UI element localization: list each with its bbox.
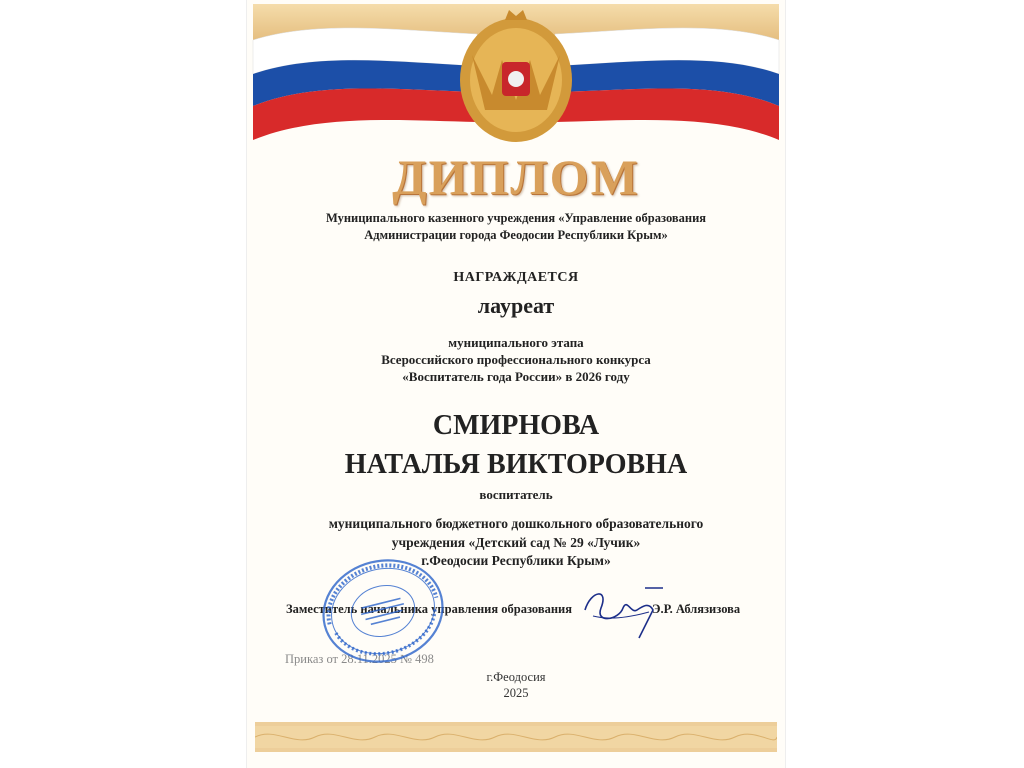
official-stamp-icon xyxy=(318,557,448,665)
diploma-title: ДИПЛОМ xyxy=(392,149,640,205)
stage-line-1: муниципального этапа xyxy=(448,335,584,350)
institution-line-2: учреждения «Детский сад № 29 «Лучик» xyxy=(391,535,641,550)
city: г.Феодосия xyxy=(486,670,546,684)
order-reference: Приказ от 28.11.2025 № 498 xyxy=(285,652,434,666)
recipient-position: воспитатель xyxy=(479,487,553,502)
issuer-line-1: Муниципального казенного учреждения «Управление образования xyxy=(325,211,707,225)
stage-line-3: «Воспитатель года России» в 2026 году xyxy=(402,369,630,384)
institution-line-3: г.Феодосии Республики Крым» xyxy=(421,553,611,568)
ornament-bottom-border xyxy=(255,722,777,752)
recipient-given-names: НАТАЛЬЯ ВИКТОРОВНА xyxy=(344,449,688,480)
awarded-heading: НАГРАЖДАЕТСЯ xyxy=(453,270,579,285)
recipient-surname: СМИРНОВА xyxy=(432,410,600,441)
issuer-line-2: Администрации города Феодосии Республики Крым» xyxy=(364,228,668,242)
deputy-title: Заместитель начальника управления образования xyxy=(286,602,573,616)
coat-of-arms-icon xyxy=(460,10,572,142)
russian-flag-ribbon xyxy=(247,0,785,150)
stage-line-2: Всероссийского профессионального конкурса xyxy=(381,352,651,367)
institution-line-1: муниципального бюджетного дошкольного образовательного xyxy=(328,516,704,531)
signature-icon xyxy=(579,580,669,640)
signer-name: Э.Р. Аблязизова xyxy=(652,602,741,616)
award-title: лауреат xyxy=(477,293,555,318)
diploma-sheet xyxy=(247,0,785,768)
year: 2025 xyxy=(503,686,529,700)
